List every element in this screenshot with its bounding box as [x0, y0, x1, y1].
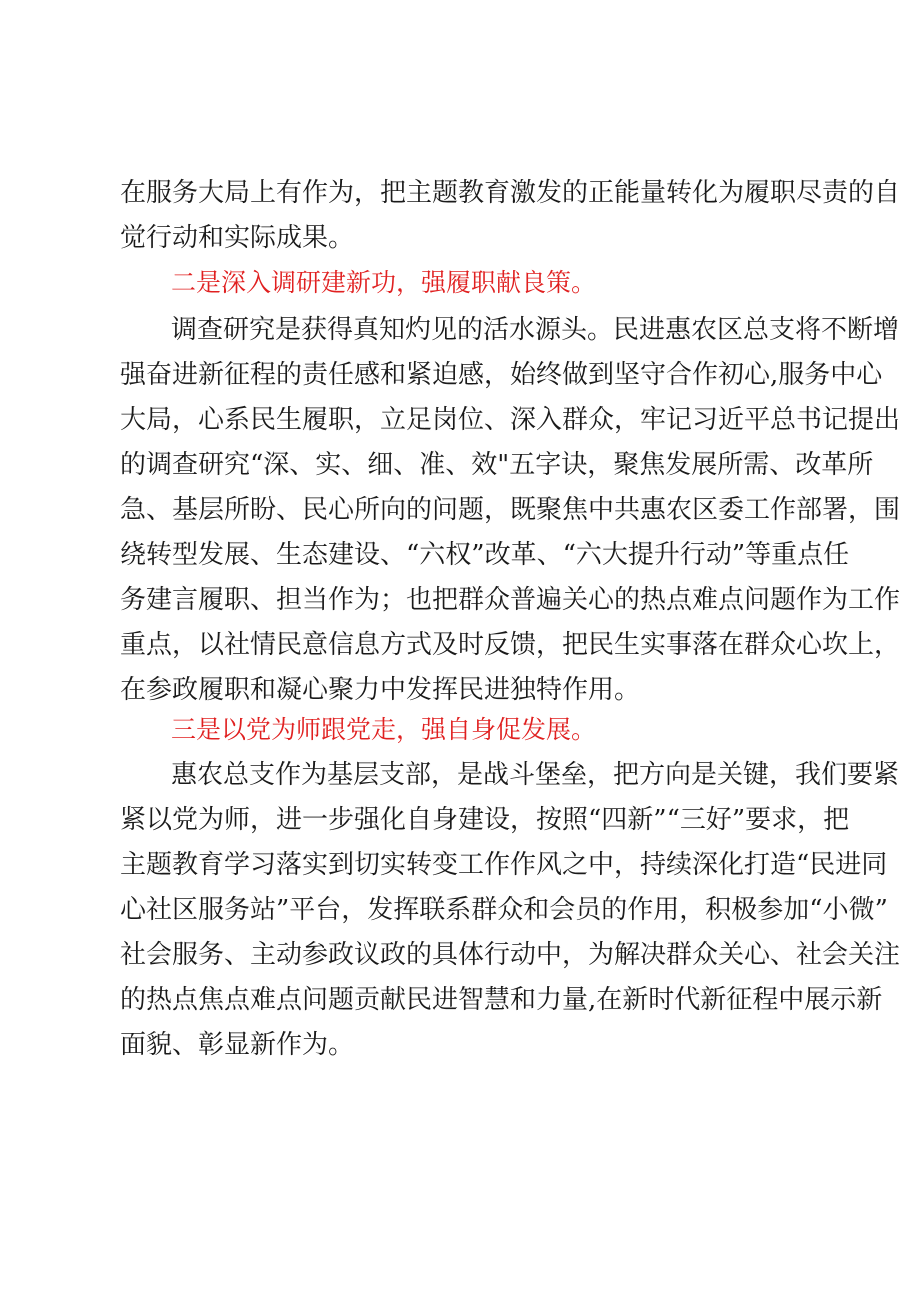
paragraph-line: 绕转型发展、生态建设、“六权”改革、“六大提升行动”等重点任 [120, 540, 850, 570]
paragraph-line: 在服务大局上有作为，把主题教育激发的正能量转化为履职尽责的自 [120, 178, 901, 208]
paragraph-line: 社会服务、主动参政议政的具体行动中，为解决群众关心、社会关注 [120, 940, 901, 970]
paragraph-line: 惠农总支作为基层支部，是战斗堡垒，把方向是关键，我们要紧 [171, 760, 900, 790]
paragraph-line: 务建言履职、担当作为；也把群众普遍关心的热点难点问题作为工作 [120, 585, 901, 615]
paragraph-line: 强奋进新征程的责任感和紧迫感，始终做到坚守合作初心,服务中心 [120, 360, 883, 390]
paragraph-line: 大局，心系民生履职，立足岗位、深入群众，牢记习近平总书记提出 [120, 405, 901, 435]
paragraph-line: 在参政履职和凝心聚力中发挥民进独特作用。 [120, 675, 641, 705]
section-heading: 二是深入调研建新功，强履职献良策。 [171, 268, 597, 297]
paragraph-line: 急、基层所盼、民心所向的问题，既聚焦中共惠农区委工作部署，围 [120, 495, 901, 525]
paragraph-line: 的热点焦点难点问题贡献民进智慧和力量,在新时代新征程中展示新 [120, 985, 883, 1015]
section-heading: 三是以党为师跟党走，强自身促发展。 [171, 715, 597, 744]
paragraph-line: 觉行动和实际成果。 [120, 223, 355, 253]
paragraph-line: 紧以党为师，进一步强化自身建设，按照“四新”“三好”要求，把 [120, 805, 850, 835]
paragraph-line: 的调查研究“深、实、细、准、效"五字诀，聚焦发展所需、改革所 [120, 450, 874, 480]
paragraph-line: 重点，以社情民意信息方式及时反馈，把民生实事落在群众心坎上， [120, 630, 901, 660]
paragraph-line: 主题教育学习落实到切实转变工作作风之中，持续深化打造“民进同 [120, 850, 888, 880]
paragraph-line: 心社区服务站”平台，发挥联系群众和会员的作用，积极参加“小微” [120, 895, 888, 925]
paragraph-line: 调查研究是获得真知灼见的活水源头。民进惠农区总支将不断增 [171, 315, 900, 345]
paragraph-line: 面貌、彰显新作为。 [120, 1030, 355, 1060]
